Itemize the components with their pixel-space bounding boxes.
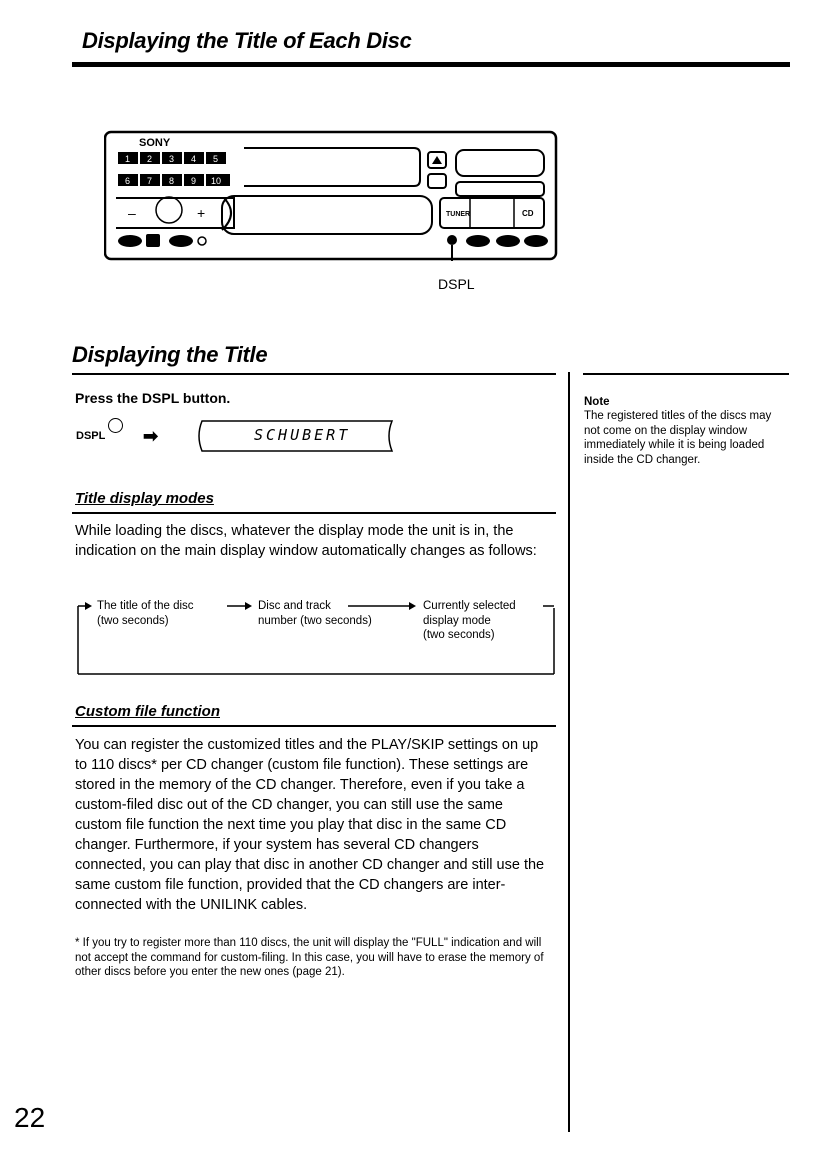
dsp-button: [524, 235, 548, 247]
arrow-right-icon: ➡: [143, 426, 159, 446]
bottom-button-1: [118, 235, 142, 247]
svg-text:9: 9: [191, 176, 197, 186]
dspl-button-diagram: [76, 418, 376, 454]
dspl-button: [447, 235, 457, 245]
title-display-modes-heading: Title display modes: [75, 490, 214, 507]
custom-file-footnote: * If you try to register more than 110 discs, the unit will display the "FULL" indication and will not accept the command for custom-filing. In this case, you will have to erase the memory of other discs before you enter the new ones (page 21).: [75, 937, 544, 978]
flow-step-1-line2: (two seconds): [97, 614, 169, 627]
column-divider: [568, 372, 570, 1132]
flow-step-2-line2: number (two seconds): [258, 614, 372, 627]
flow-step-3-line2: display mode: [423, 614, 491, 627]
preset-buttons-top: [118, 152, 226, 164]
cd-player-illustration: [104, 130, 558, 261]
modes-paragraph: While loading the discs, whatever the display mode the unit is in, the indication on the main display window automatically changes as follows:: [75, 523, 537, 559]
button-circle-icon: [108, 418, 123, 433]
dspl-button-label: DSPL: [76, 430, 106, 442]
loud-button: [466, 235, 490, 247]
custom-file-rule: [72, 725, 556, 727]
flow-step-2: [258, 599, 372, 628]
section-title: Displaying the Title: [72, 342, 268, 367]
custom-file-heading: Custom file function: [75, 703, 220, 720]
flow-step-2-line1: Disc and track: [258, 600, 331, 612]
svg-text:+: +: [197, 205, 206, 221]
svg-text:4: 4: [191, 154, 197, 164]
svg-text:3: 3: [169, 154, 175, 164]
svg-text:5: 5: [213, 154, 219, 164]
svg-text:6: 6: [125, 176, 131, 186]
page-number: 22: [14, 1102, 46, 1133]
note-heading: Note: [584, 396, 610, 408]
flow-step-3-line3: (two seconds): [423, 629, 495, 641]
page-title: Displaying the Title of Each Disc: [82, 28, 412, 53]
flow-step-1: [97, 599, 194, 628]
note-rule: [583, 373, 789, 375]
instruction-text: Press the DSPL button.: [75, 390, 231, 406]
flow-step-3: [423, 599, 516, 643]
preset-buttons-bottom: [118, 174, 230, 186]
flow-step-1-line1: The title of the disc: [97, 600, 194, 612]
brand-logo: SONY: [139, 137, 171, 149]
svg-text:CD: CD: [522, 209, 534, 218]
svg-text:10: 10: [211, 176, 222, 186]
display-example-text: SCHUBERT: [254, 426, 351, 444]
bottom-button-3: [169, 235, 193, 247]
display-mode-flow: [75, 596, 558, 680]
svg-text:–: –: [128, 205, 136, 221]
note-text: The registered titles of the discs may not come on the display window immediately while it is being loaded inside the CD changer.: [584, 410, 772, 466]
section-rule: [72, 373, 556, 375]
svg-text:8: 8: [169, 176, 175, 186]
bottom-button-2: [146, 234, 160, 247]
rds-button: [496, 235, 520, 247]
custom-file-paragraph: You can register the customized titles and the PLAY/SKIP settings on up to 110 discs* per CD changer (custom file function). These settings are stored in the memory of the CD changer. Therefore, even if you take a custom-filed disc out of the CD changer, you can still use the same custom file function the next time you play that disc in the same CD changer. Furthermore, if your system has several CD changers connected, you can play that disc in another CD changer and still use the same custom file function, provided that the CD changers are inter-connected with the UNILINK cables.: [75, 737, 545, 913]
svg-text:1: 1: [125, 154, 131, 164]
svg-text:2: 2: [147, 154, 153, 164]
svg-text:7: 7: [147, 176, 153, 186]
flow-step-3-line1: Currently selected: [423, 600, 516, 612]
modes-rule: [72, 512, 556, 514]
dspl-callout-label: DSPL: [438, 276, 475, 292]
title-rule: [72, 62, 790, 67]
faceplate-drawing: [104, 130, 558, 261]
svg-text:TUNER: TUNER: [446, 211, 471, 218]
